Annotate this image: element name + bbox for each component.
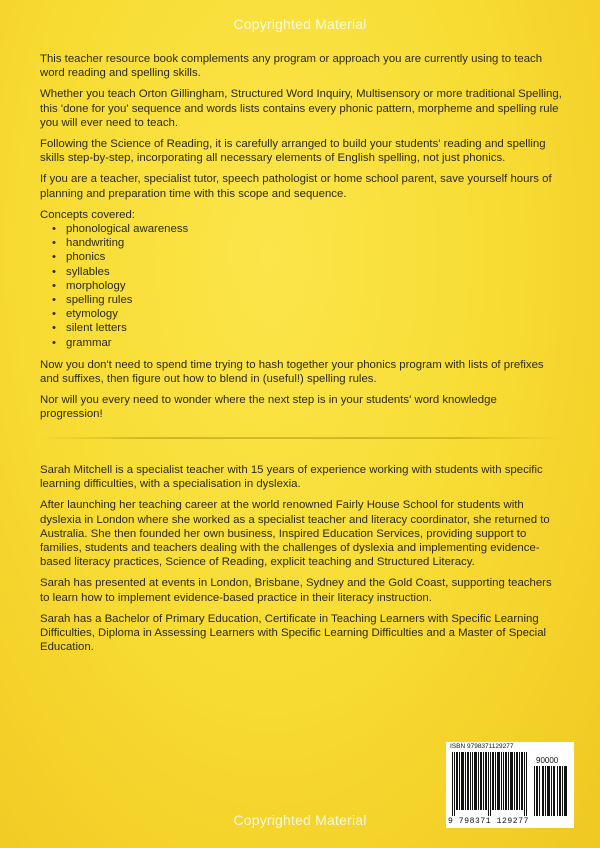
concept-item: • phonological awareness — [66, 222, 562, 236]
bio-paragraph: Sarah has a Bachelor of Primary Education, Certificate in Teaching Learners with Specific Learning Difficulties, Diploma in Assessing Learners with Specific Learning Difficulties and a Master of Special Education. — [40, 612, 547, 654]
copyright-watermark-top: Copyrighted Material — [233, 16, 367, 32]
author-bio-section — [40, 463, 562, 661]
concept-item: • syllables — [66, 265, 562, 279]
isbn-digits: 9 798371 129277 — [448, 817, 530, 826]
copyright-watermark-bottom: Copyrighted Material — [233, 812, 367, 828]
price-code: 90000 — [536, 756, 559, 765]
bio-paragraph: After launching her teaching career at the world renowned Fairly House School for students with dyslexia in London where she worked as a specialist teacher and literacy coordinator, she returned to Australia. She then founded her own business, Inspired Education Services, providing support to families, students and teachers dealing with the challenges of dyslexia and implementing evidence-based literacy practices, Science of Reading, explicit teaching and Structured Literacy. — [40, 499, 550, 569]
isbn-label: ISBN 9798371129277 — [450, 743, 514, 750]
concept-item: • phonics — [66, 250, 562, 264]
concepts-list — [40, 222, 562, 350]
bio-paragraph: Sarah has presented at events in London, Brisbane, Sydney and the Gold Coast, supporting teachers to learn how to implement evidence-based practice in their literacy instruction. — [40, 577, 552, 604]
intro-section — [40, 52, 562, 429]
intro-paragraph: If you are a teacher, specialist tutor, speech pathologist or home school parent, save yourself hours of planning and preparation time with this scope and sequence. — [40, 173, 552, 200]
concepts-title: Concepts covered: — [40, 208, 135, 221]
intro-paragraph: Following the Science of Reading, it is carefully arranged to build your students' reading and spelling skills step-by-step, incorporating all necessary elements of English spelling, not just phonics. — [40, 138, 546, 165]
intro-paragraph: This teacher resource book complements any program or approach you are currently using to teach word reading and spelling skills. — [40, 53, 543, 80]
barcode-bars — [452, 752, 528, 816]
section-divider — [40, 437, 562, 439]
bio-paragraph: Sarah Mitchell is a specialist teacher with 15 years of experience working with students with specific learning difficulties, with a specialisation in dyslexia. — [40, 464, 543, 491]
outro-paragraph: Nor will you every need to wonder where the next step is in your students' word knowledge progression! — [40, 394, 497, 421]
concept-item: • morphology — [66, 279, 562, 293]
concept-item: • silent letters — [66, 321, 562, 335]
concept-item: • spelling rules — [66, 293, 562, 307]
price-barcode-bars — [534, 766, 568, 816]
concept-item: • etymology — [66, 307, 562, 321]
concept-item: • handwriting — [66, 236, 562, 250]
concept-item: • grammar — [66, 336, 562, 350]
intro-paragraph: Whether you teach Orton Gillingham, Structured Word Inquiry, Multisensory or more traditional Spelling, this 'done for you' sequence and words lists contains every phonic pattern, morpheme and spelling rule you will ever need to teach. — [40, 88, 562, 129]
outro-paragraph: Now you don't need to spend time trying to hash together your phonics program with lists of prefixes and suffixes, then figure out how to blend in (useful!) spelling rules. — [40, 358, 544, 386]
